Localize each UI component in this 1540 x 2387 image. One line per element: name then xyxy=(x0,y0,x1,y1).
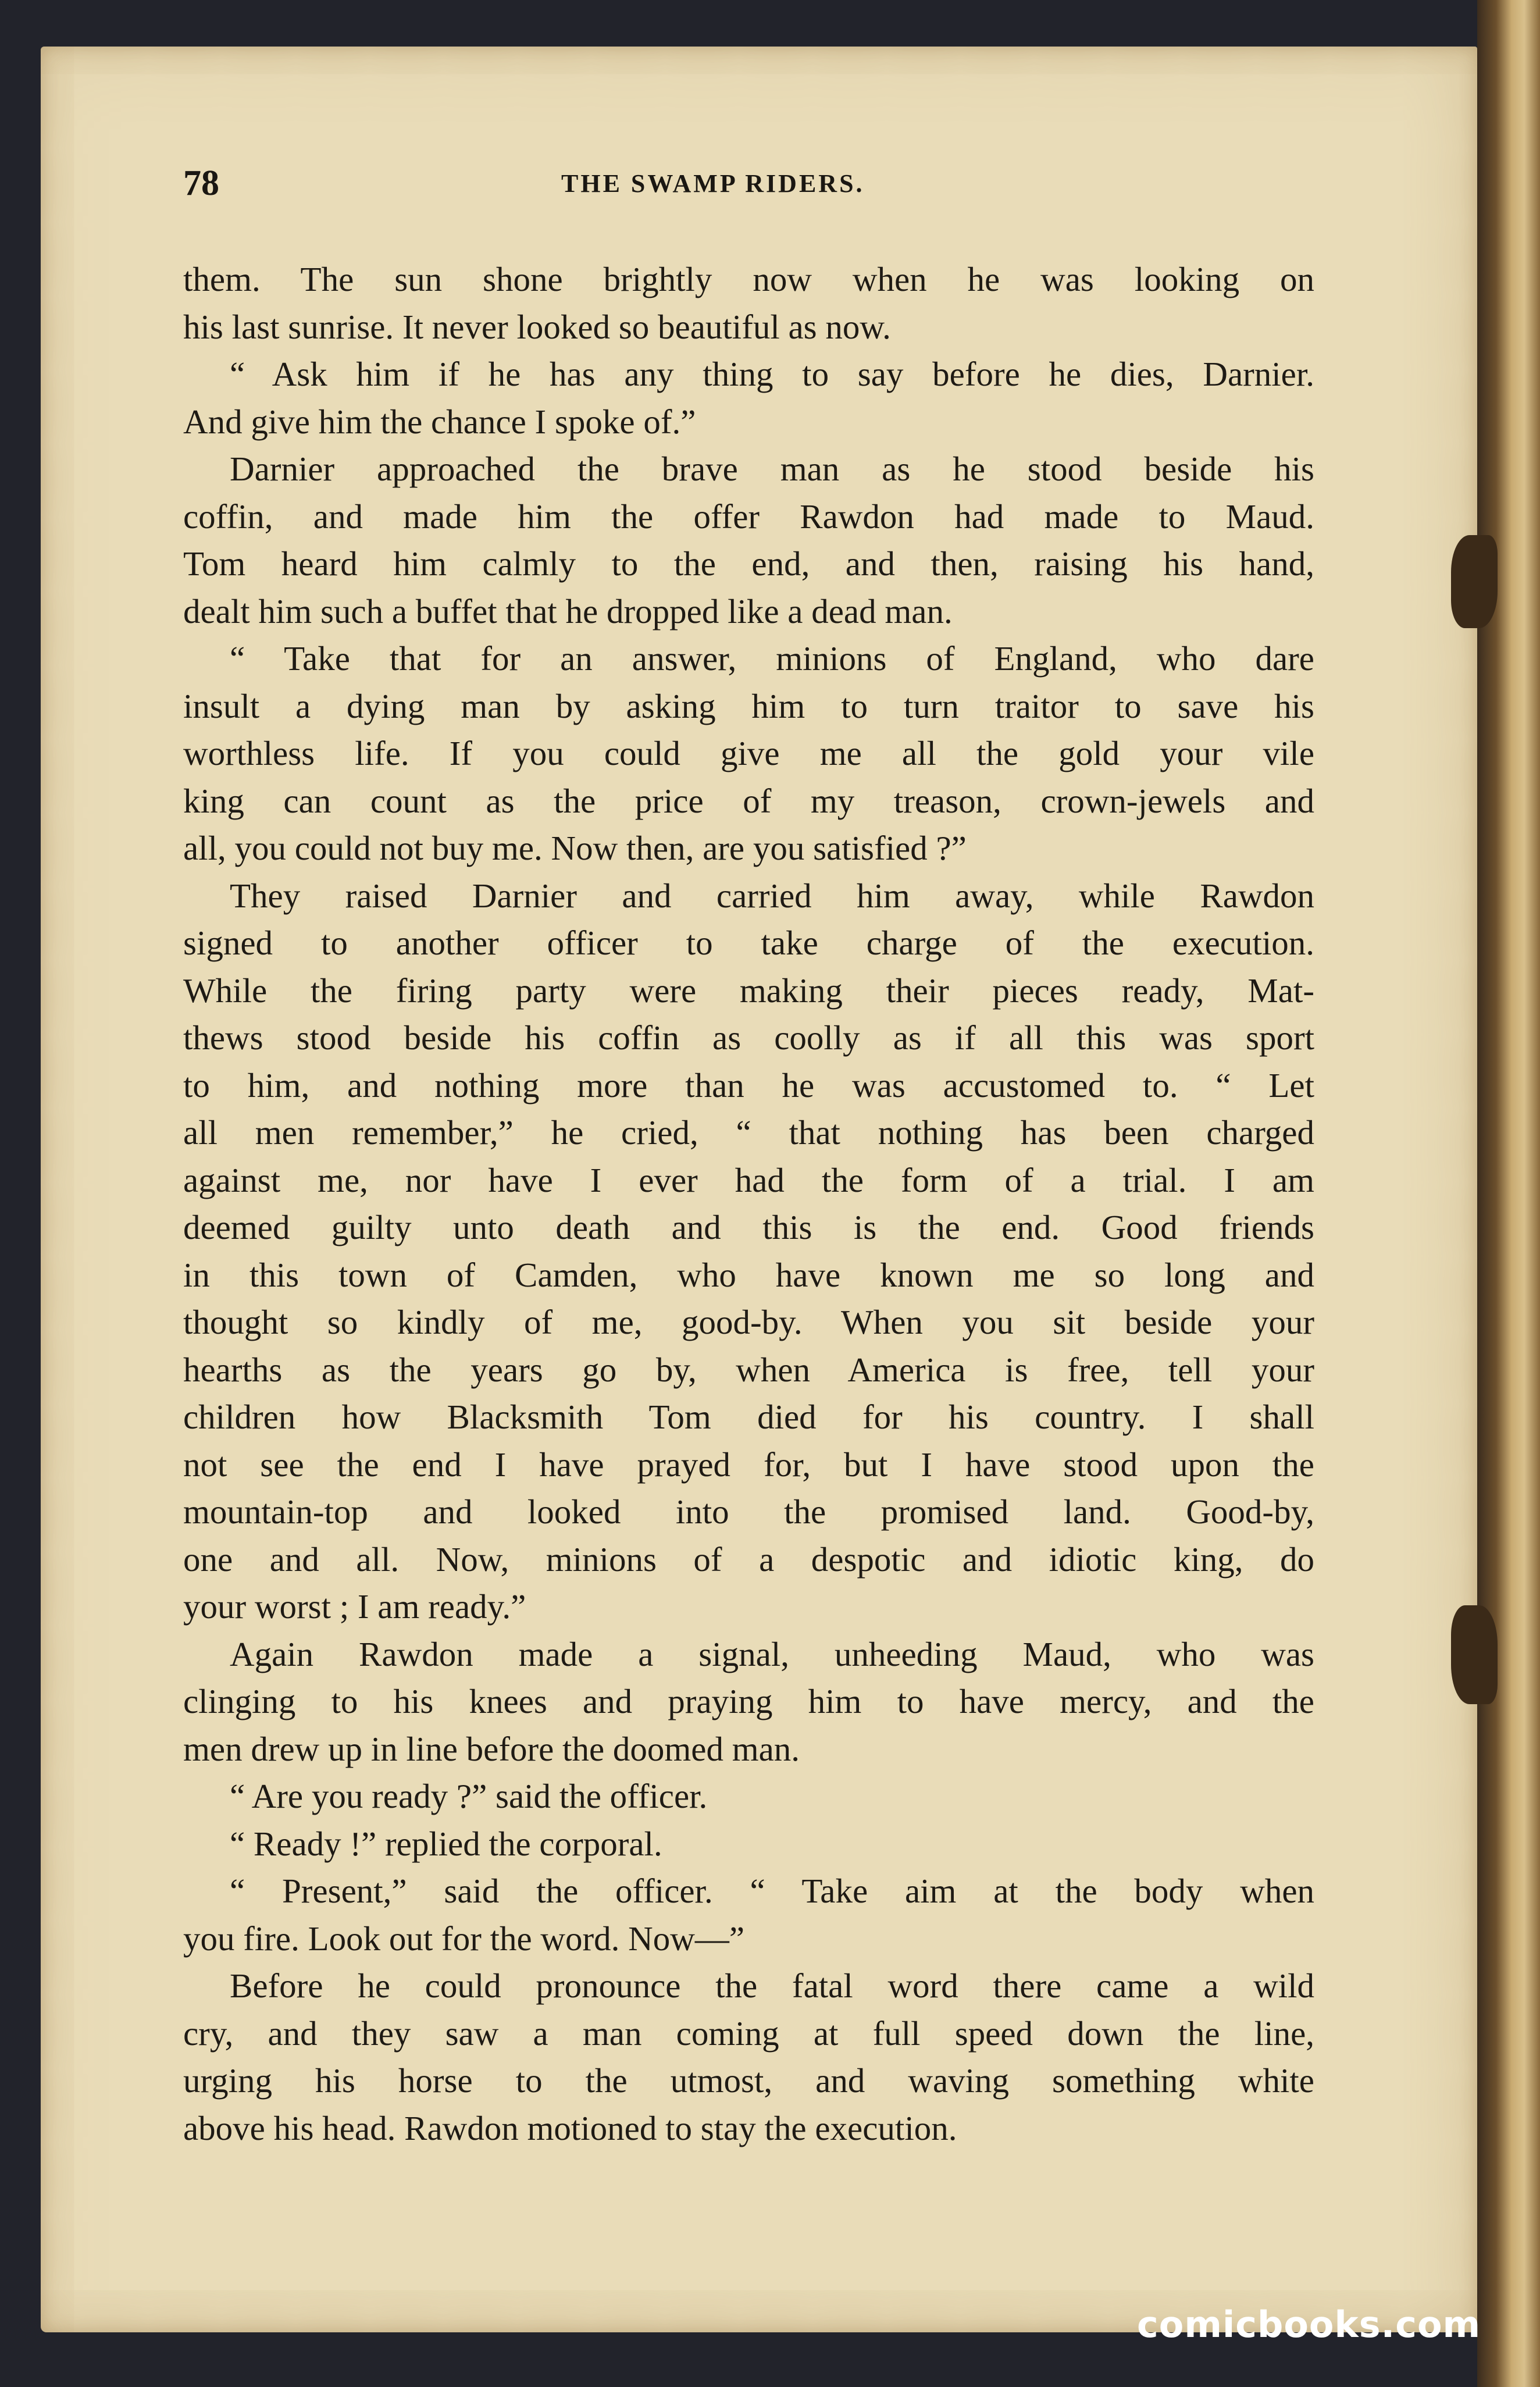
text-line: in this town of Camden, who have known me so long and xyxy=(183,1255,1314,1294)
text-line: one and all. Now, minions of a despotic and idiotic king, do xyxy=(183,1540,1314,1579)
text-line: you fire. Look out for the word. Now—” xyxy=(183,1919,745,1958)
text-line: clinging to his knees and praying him to have mercy, and the xyxy=(183,1682,1314,1720)
text-line: children how Blacksmith Tom died for his country. I shall xyxy=(183,1398,1314,1436)
text-line: deemed guilty unto death and this is the end. Good friends xyxy=(183,1208,1314,1246)
text-line: to him, and nothing more than he was accustomed to. “ Let xyxy=(183,1066,1314,1105)
text-line: insult a dying man by asking him to turn traitor to save his xyxy=(183,686,1314,725)
text-line: “ Take that for an answer, minions of England, who dare xyxy=(230,639,1314,678)
text-line: “ Ready !” replied the corporal. xyxy=(230,1824,662,1863)
text-line: above his head. Rawdon motioned to stay the execution. xyxy=(183,2108,957,2147)
text-line: cry, and they saw a man coming at full speed down the line, xyxy=(183,2014,1314,2053)
text-line: all men remember,” he cried, “ that nothing has been charged xyxy=(183,1113,1314,1152)
text-line: against me, nor have I ever had the form of a trial. I am xyxy=(183,1160,1314,1199)
text-line: your worst ; I am ready.” xyxy=(183,1587,526,1626)
text-line: mountain-top and looked into the promised land. Good-by, xyxy=(183,1492,1314,1531)
page-damage-mark xyxy=(1451,1605,1498,1704)
text-line: worthless life. If you could give me all the gold your vile xyxy=(183,734,1314,772)
text-line: urging his horse to the utmost, and waving something white xyxy=(183,2061,1314,2100)
text-line: Again Rawdon made a signal, unheeding Maud, who was xyxy=(230,1634,1314,1673)
text-line: Darnier approached the brave man as he stood beside his xyxy=(230,450,1314,488)
text-line: his last sunrise. It never looked so beautiful as now. xyxy=(183,307,891,346)
page-damage-mark xyxy=(1451,535,1498,628)
text-line: king can count as the price of my treason, crown-jewels and xyxy=(183,781,1314,820)
running-head: THE SWAMP RIDERS. xyxy=(561,169,865,198)
text-line: coffin, and made him the offer Rawdon had made to Maud. xyxy=(183,497,1314,536)
text-line: And give him the chance I spoke of.” xyxy=(183,402,696,441)
text-line: thews stood beside his coffin as coolly as if all this was sport xyxy=(183,1018,1314,1057)
text-line: not see the end I have prayed for, but I have stood upon the xyxy=(183,1445,1314,1484)
page-number: 78 xyxy=(183,163,219,203)
page-header xyxy=(183,163,1323,209)
watermark: comicbooks.com xyxy=(1137,2303,1481,2346)
text-line: While the firing party were making their pieces ready, Mat- xyxy=(183,971,1314,1010)
text-line: hearths as the years go by, when America is free, tell your xyxy=(183,1350,1314,1389)
text-line: thought so kindly of me, good-by. When you sit beside your xyxy=(183,1303,1314,1341)
text-line: Before he could pronounce the fatal word there came a wild xyxy=(230,1966,1314,2005)
text-line: all, you could not buy me. Now then, are you satisfied ?” xyxy=(183,829,967,867)
text-line: men drew up in line before the doomed man. xyxy=(183,1729,800,1768)
text-line: “ Ask him if he has any thing to say before he dies, Darnier. xyxy=(230,355,1314,393)
text-line: signed to another officer to take charge of the execution. xyxy=(183,924,1314,962)
text-line: them. The sun shone brightly now when he was looking on xyxy=(183,260,1314,298)
body-text xyxy=(183,256,1314,2152)
text-line: “ Present,” said the officer. “ Take aim at the body when xyxy=(230,1872,1314,1910)
text-line: Tom heard him calmly to the end, and then, raising his hand, xyxy=(183,544,1314,583)
text-line: dealt him such a buffet that he dropped like a dead man. xyxy=(183,592,953,630)
text-line: They raised Darnier and carried him away, while Rawdon xyxy=(230,876,1314,915)
text-line: “ Are you ready ?” said the officer. xyxy=(230,1777,708,1815)
next-page-edge xyxy=(1477,0,1540,2387)
